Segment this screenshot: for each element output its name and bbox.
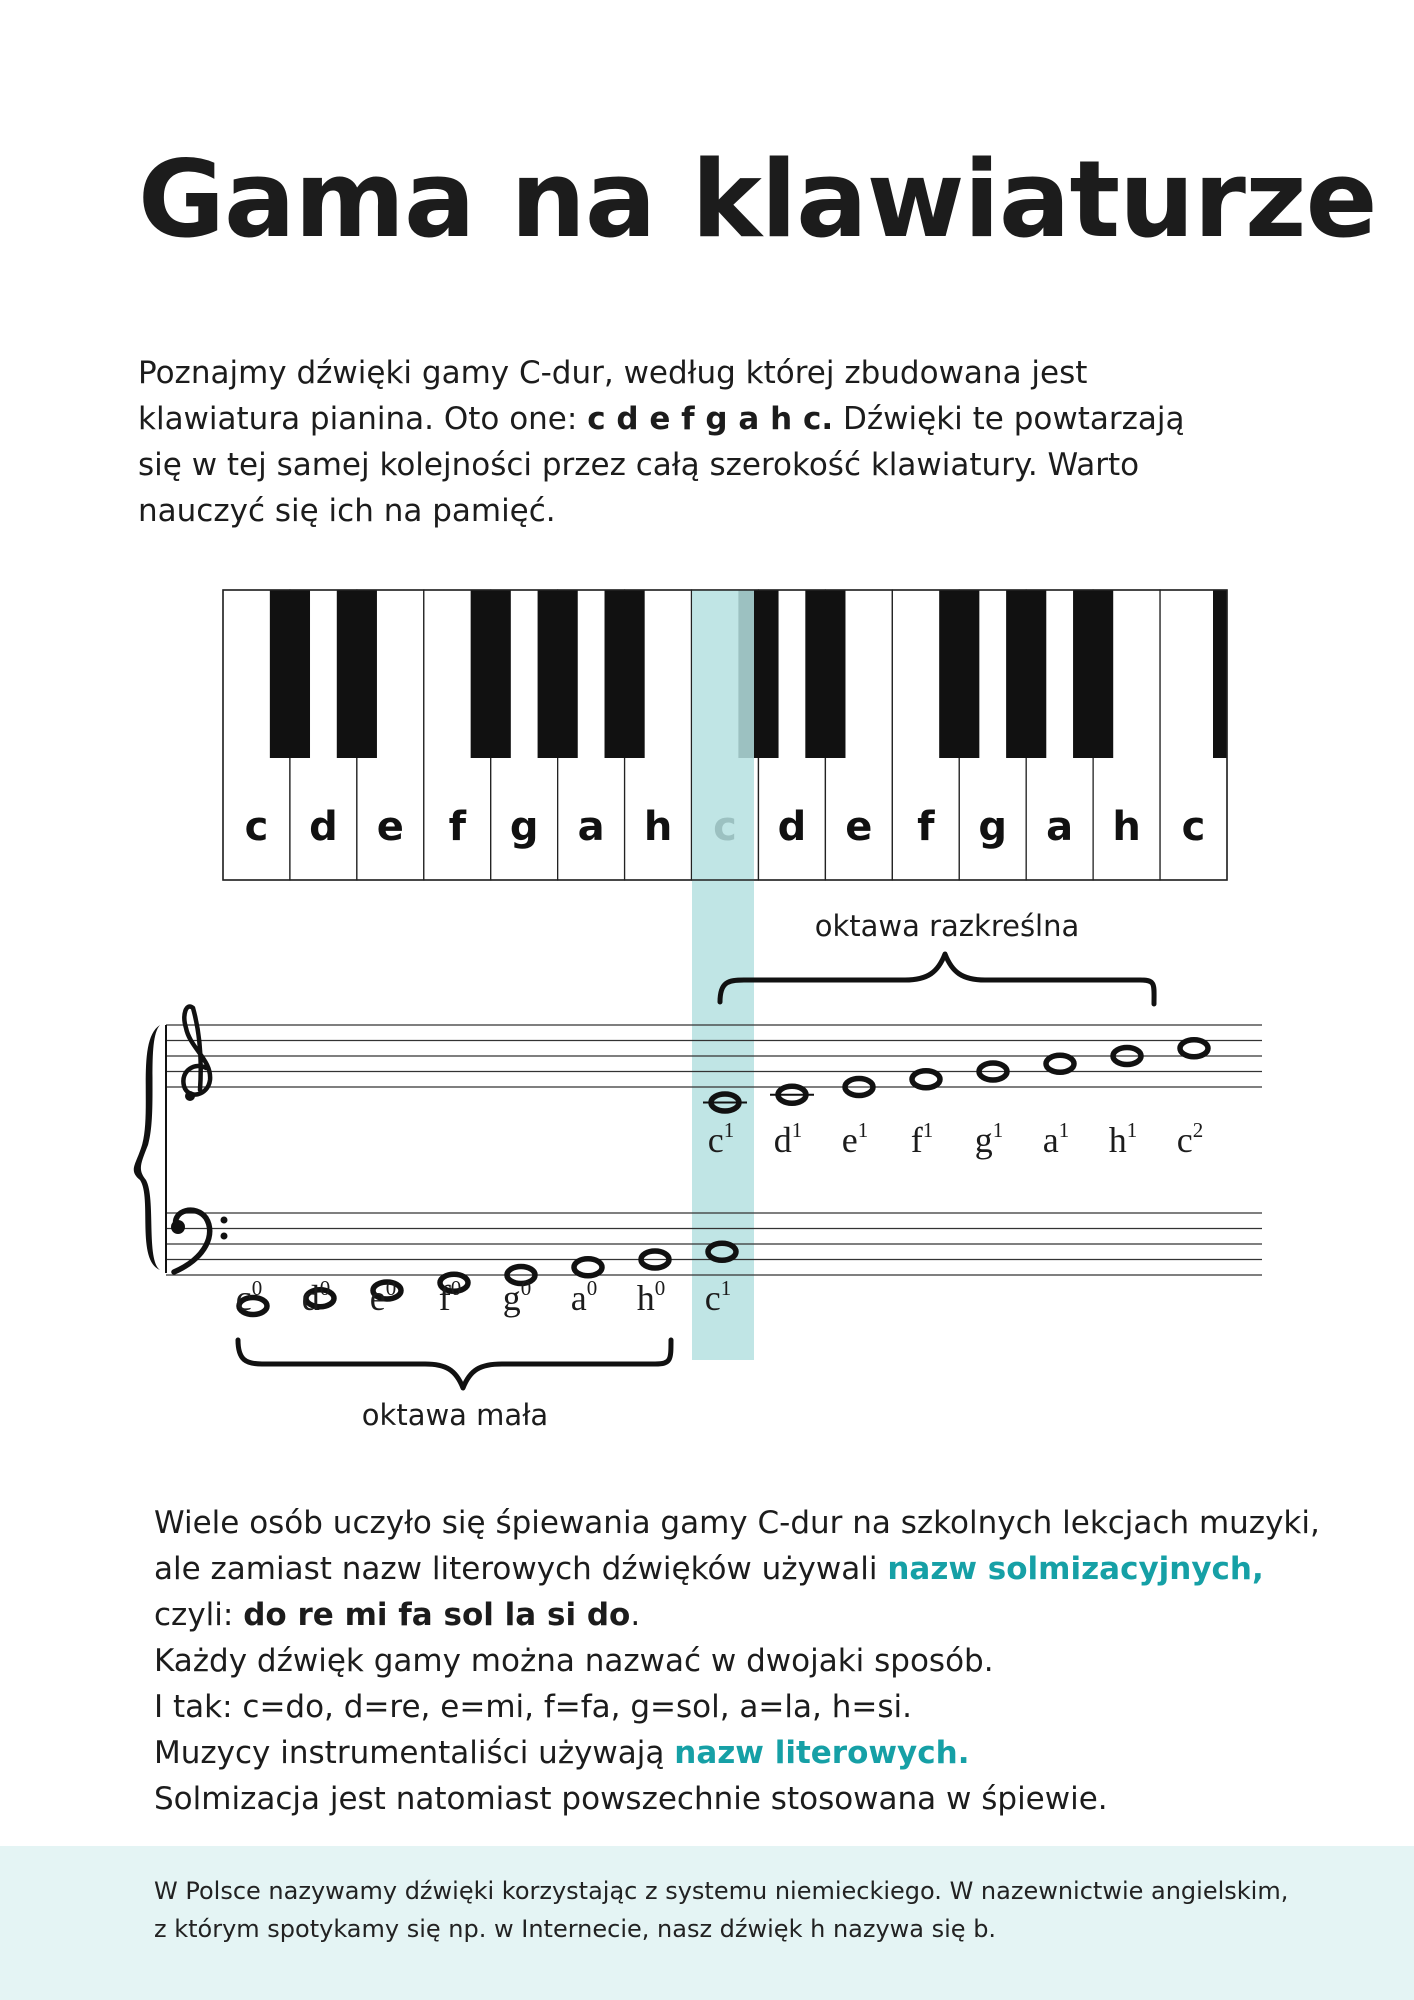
whole-note xyxy=(1180,1040,1208,1057)
whole-note xyxy=(574,1259,602,1276)
note-label xyxy=(774,1118,803,1160)
note-octave-mark: 0 xyxy=(654,1276,666,1300)
note-letter: d xyxy=(773,1120,792,1160)
note-octave-mark: 0 xyxy=(385,1276,397,1300)
note-letter: f xyxy=(438,1278,451,1318)
black-key xyxy=(939,590,979,758)
solmization-text xyxy=(154,1500,1354,1822)
note-octave-mark: 1 xyxy=(992,1118,1004,1142)
whole-note xyxy=(1046,1055,1074,1072)
note-octave-mark: 1 xyxy=(1058,1118,1070,1142)
note-octave-mark: 1 xyxy=(1126,1118,1138,1142)
note-label xyxy=(637,1276,666,1318)
body-line-6 xyxy=(154,1730,1354,1776)
intro-text-start: Poznajmy dźwięki gamy C-dur, według której zbudowana jest klawiatura pianina. Oto one: xyxy=(138,355,1088,437)
note-octave-mark: 1 xyxy=(922,1118,934,1142)
note-label xyxy=(1043,1118,1069,1160)
key-label: g xyxy=(978,804,1008,850)
key-label: d xyxy=(309,804,338,850)
intro-notes: c d e f g a h c. xyxy=(587,401,834,437)
upper-brace-label: oktawa razkreślna xyxy=(814,909,1080,943)
body-line-3 xyxy=(154,1592,1354,1638)
whole-note xyxy=(912,1071,940,1088)
note-letter: d xyxy=(301,1278,320,1318)
black-key xyxy=(471,590,511,758)
black-key xyxy=(270,590,310,758)
note-label xyxy=(571,1276,597,1318)
page-title: Gama na klawiaturze xyxy=(138,138,1377,261)
key-label: e xyxy=(376,804,404,850)
note-letter: h xyxy=(1108,1120,1127,1160)
note-letter: a xyxy=(570,1278,587,1318)
solmization-syllables: do re mi fa sol la si do xyxy=(243,1597,631,1633)
note-octave-mark: 0 xyxy=(450,1276,462,1300)
note-label xyxy=(503,1276,532,1318)
note-letter: c xyxy=(1176,1120,1193,1160)
footer-note: W Polsce nazywamy dźwięki korzystając z systemu niemieckiego. W nazewnictwie angielskim, z którym spotykamy się np. w Internecie, nasz dźwięk h nazywa się b. xyxy=(154,1877,1289,1943)
body-line-4: Każdy dźwięk gamy można nazwać w dwojaki sposób. xyxy=(154,1643,994,1679)
note-letter: c xyxy=(707,1120,724,1160)
note-label xyxy=(911,1118,934,1160)
key-label: f xyxy=(917,804,935,850)
note-octave-mark: 0 xyxy=(319,1276,331,1300)
key-label: h xyxy=(1112,804,1141,850)
body-line-6-text: Muzycy instrumentaliści używają xyxy=(154,1735,675,1771)
body-line-1: Wiele osób uczyło się śpiewania gamy C-dur na szkolnych lekcjach muzyki, xyxy=(154,1505,1320,1541)
body-line-2-text: ale zamiast nazw literowych dźwięków używali xyxy=(154,1551,888,1587)
note-label xyxy=(439,1276,462,1318)
black-key xyxy=(1073,590,1113,758)
note-letter: c xyxy=(235,1278,252,1318)
key-label: c xyxy=(244,804,269,850)
black-key xyxy=(605,590,645,758)
black-key xyxy=(1213,590,1227,758)
key-label: c xyxy=(1181,804,1206,850)
intro-text-end: Dźwięki te powtarzają się w tej samej kolejności przez całą szerokość klawiatury. Warto nauczyć się ich na pamięć. xyxy=(138,401,1185,529)
note-label xyxy=(842,1118,868,1160)
note-letter: e xyxy=(841,1120,858,1160)
intro-paragraph xyxy=(138,350,1188,534)
bass-clef-icon xyxy=(171,1210,228,1272)
body-line-5: I tak: c=do, d=re, e=mi, f=fa, g=sol, a=la, h=si. xyxy=(154,1689,912,1725)
note-letter: e xyxy=(369,1278,386,1318)
note-octave-mark: 1 xyxy=(720,1276,732,1300)
key-label: a xyxy=(1046,804,1074,850)
body-line-2 xyxy=(154,1546,1354,1592)
note-octave-mark: 1 xyxy=(857,1118,869,1142)
body-line-6-end: . xyxy=(957,1735,970,1771)
key-label: e xyxy=(845,804,873,850)
solmization-term: nazw solmizacyjnych, xyxy=(887,1551,1264,1587)
lower-octave-brace xyxy=(238,1340,671,1388)
note-label xyxy=(370,1276,396,1318)
note-label xyxy=(1109,1118,1138,1160)
note-octave-mark: 1 xyxy=(791,1118,803,1142)
treble-clef-icon xyxy=(183,1006,210,1094)
system-brace xyxy=(134,1025,160,1270)
note-octave-mark: 0 xyxy=(586,1276,598,1300)
scale-figure xyxy=(0,570,1414,1450)
note-octave-mark: 0 xyxy=(520,1276,532,1300)
note-letter: a xyxy=(1042,1120,1059,1160)
treble-clef-dot xyxy=(185,1091,195,1101)
key-label: g xyxy=(509,804,539,850)
note-letter: h xyxy=(636,1278,655,1318)
key-label: a xyxy=(577,804,605,850)
upper-octave-brace xyxy=(720,954,1154,1004)
note-label xyxy=(975,1118,1004,1160)
note-letter: g xyxy=(974,1120,993,1160)
black-key xyxy=(538,590,578,758)
black-key xyxy=(1006,590,1046,758)
body-line-3-end: . xyxy=(630,1597,641,1633)
key-label: f xyxy=(448,804,466,850)
body-line-7: Solmizacja jest natomiast powszechnie stosowana w śpiewie. xyxy=(154,1781,1108,1817)
letter-names-term: nazw literowych xyxy=(674,1735,958,1771)
black-key xyxy=(805,590,845,758)
note-letter: f xyxy=(910,1120,923,1160)
key-label: d xyxy=(777,804,807,850)
lower-brace-label: oktawa mała xyxy=(361,1398,549,1432)
note-label xyxy=(302,1276,331,1318)
note-octave-mark: 2 xyxy=(1192,1118,1204,1142)
note-letter: c xyxy=(704,1278,721,1318)
footer-note-box xyxy=(0,1846,1414,2000)
note-label xyxy=(1177,1118,1203,1160)
note-octave-mark: 0 xyxy=(251,1276,263,1300)
key-label: h xyxy=(643,804,673,850)
note-octave-mark: 1 xyxy=(723,1118,735,1142)
black-key xyxy=(337,590,377,758)
body-line-3-text: czyli: xyxy=(154,1597,244,1633)
note-letter: g xyxy=(502,1278,521,1318)
